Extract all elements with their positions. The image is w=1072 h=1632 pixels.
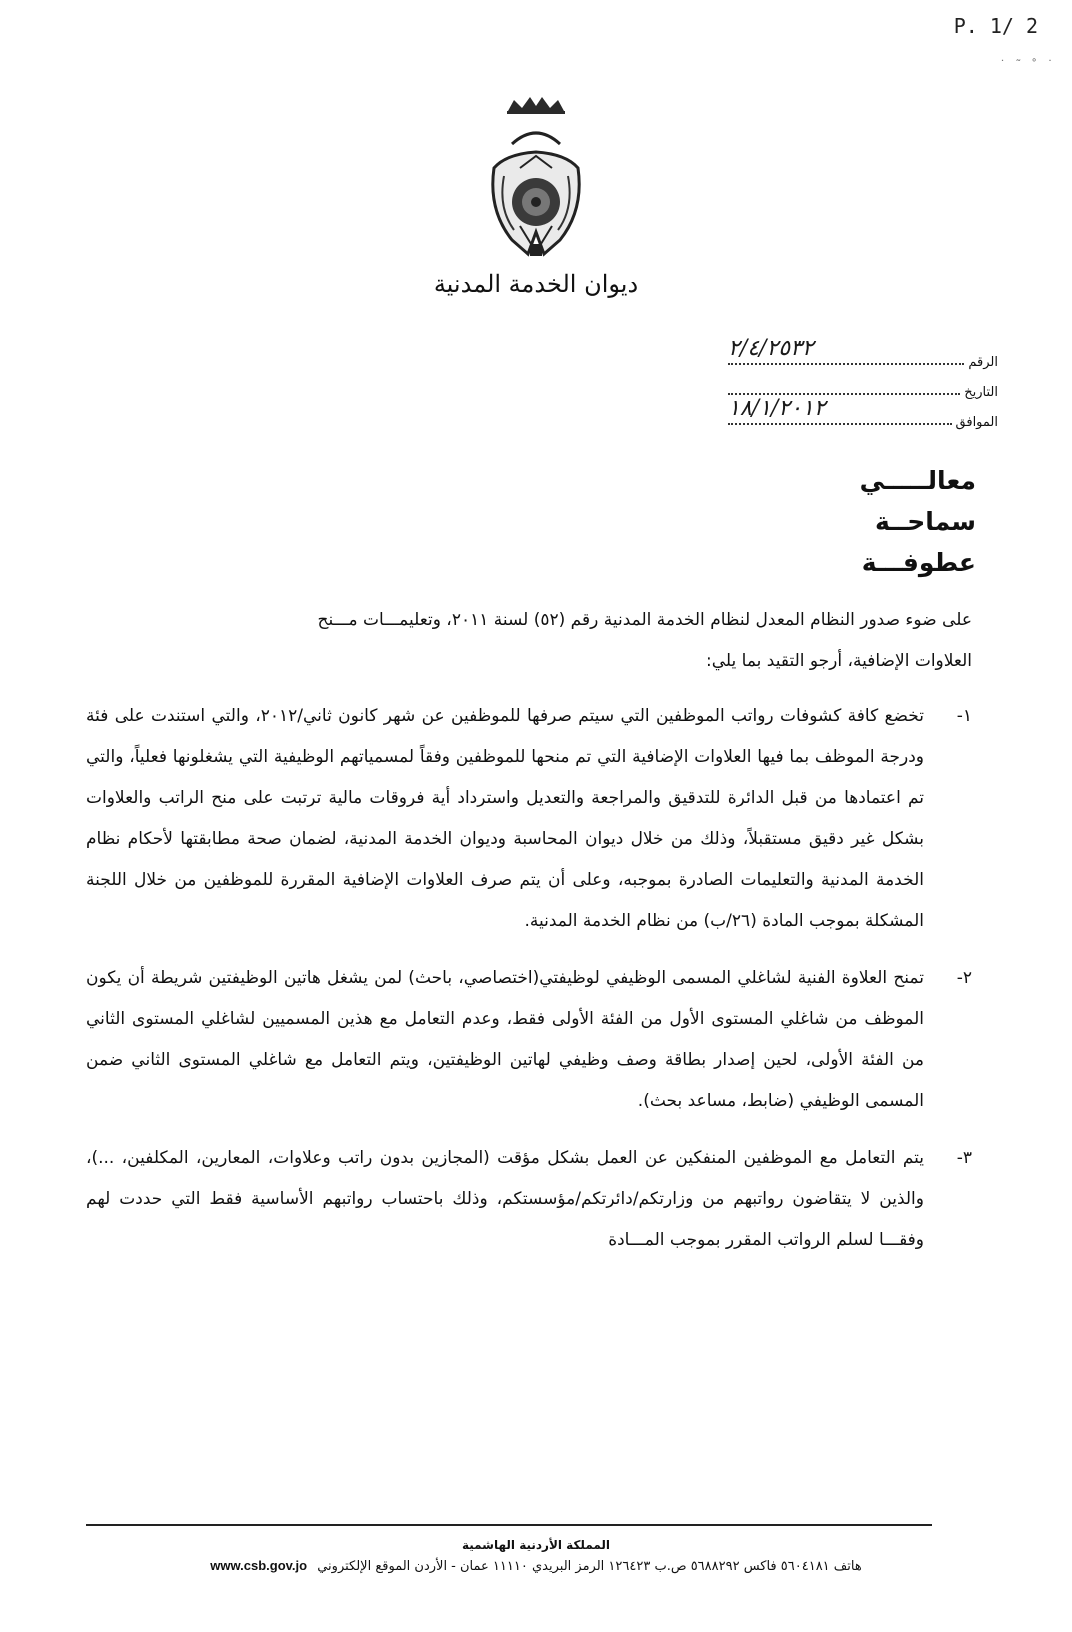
letter-body — [86, 600, 972, 1277]
reference-date-label: التاريخ — [964, 385, 998, 400]
item-line: منحها للموظفين وفقاً لمسمياتهم الوظيفية التي يشغلونها فعلياً، والتي تم اعتمادها من قبل — [86, 747, 925, 808]
item-line: لضمان صحة مطابقتها لأحكام نظام الخدمة المدنية والتعليمات الصادرة بموجبه، وعلى أن — [86, 829, 924, 890]
salutation-excellency: معالـــــي — [859, 466, 976, 495]
reference-number-field — [728, 336, 964, 365]
item-line: وصف وظيفي لهاتين الوظيفتين، ويتم التعامل مع شاغلي المستوى الثاني ضمن المسمى — [86, 1050, 924, 1111]
item-line: المعارين، المكلفين، ...)، والذين لا يتقاضون رواتبهم من وزارتكم/دائرتكم/مؤسستكم، وذلك — [86, 1148, 924, 1209]
reference-block — [698, 336, 998, 430]
reference-corresponding-line — [698, 396, 998, 430]
scan-speck: ˙ ˜ ˚ ˙ — [999, 58, 1056, 72]
instruction-list — [86, 696, 972, 1261]
salutation-honorable: عطوفـــة — [861, 548, 976, 577]
reference-corresponding-label: الموافق — [955, 415, 998, 430]
footer-contact-details: هاتف ٥٦٠٤١٨١ فاكس ٥٦٨٨٢٩٢ ص.ب ١٢٦٤٢٣ الرمز البريدي ١١١١٠ عمان - الأردن الموقع الإلكتروني — [317, 1559, 862, 1574]
item-number: ١- — [956, 706, 972, 726]
letter-footer — [0, 1538, 1072, 1574]
item-line: باحتساب رواتبهم الأساسية فقط التي حددت لهم وفقـــا لسلم الرواتب المقرر بموجب المـــادة — [86, 1189, 924, 1250]
item-line: ثاني/٢٠١٢، والتي استندت على فئة ودرجة الموظف بما فيها العلاوات الإضافية التي تم — [86, 706, 924, 767]
footer-kingdom: المملكة الأردنية الهاشمية — [461, 1538, 611, 1552]
letter-intro — [86, 600, 972, 682]
letterhead — [0, 94, 1072, 298]
item-line: الوظيفتين شريطة أن يكون الموظف من شاغلي المستوى الأول من الفئة الأولى فقط، وعدم — [86, 968, 925, 1029]
office-name: ديوان الخدمة المدنية — [433, 270, 639, 298]
instruction-item-1 — [86, 696, 972, 942]
intro-line: العلاوات الإضافية، أرجو التقيد بما يلي: — [706, 651, 972, 671]
item-line: تمنح العلاوة الفنية لشاغلي المسمى الوظيفي لوظيفتي(اختصاصي، باحث) لمن يشغل هاتين — [283, 968, 924, 988]
crown-icon — [502, 94, 570, 116]
item-line: يتم صرف العلاوات الإضافية المقررة للموظفين من خلال اللجنة المشكلة بموجب المادة — [86, 870, 924, 931]
page-marker: P. 1/ 2 — [953, 14, 1038, 38]
reference-number-label: الرقم — [968, 355, 998, 370]
footer-website-link[interactable]: www.csb.gov.jo — [210, 1558, 308, 1573]
item-line: تخضع كافة كشوفات رواتب الموظفين التي سيتم صرفها للموظفين عن شهر كانون — [338, 706, 924, 726]
salutations — [860, 460, 976, 583]
reference-corresponding-field — [728, 396, 952, 425]
salutation-eminence: سماحــة — [874, 507, 976, 536]
reference-date-field — [728, 369, 960, 395]
item-line: (٢٦/ب) من نظام الخدمة المدنية. — [524, 911, 757, 931]
coat-of-arms-icon — [484, 118, 588, 262]
item-line: التعامل مع هذين المسميين لشاغلي المستوى الثاني من الفئة الأولى، لحين إصدار بطاقة — [86, 1009, 924, 1070]
instruction-item-2 — [86, 958, 972, 1122]
item-number: ٢- — [956, 968, 972, 988]
footer-contact — [0, 1558, 1072, 1574]
reference-corresponding-value: ١٨/١/٢٠١٢ — [728, 396, 826, 421]
item-line: يتم التعامل مع الموظفين المنفكين عن العمل بشكل مؤقت (المجازين بدون راتب وعلاوات، — [267, 1148, 924, 1168]
reference-number-line — [698, 336, 998, 370]
footer-divider — [86, 1524, 932, 1526]
reference-number-value: ٢/٤/٢٥٣٢ — [728, 336, 814, 361]
item-line: الدائرة للتدقيق والمراجعة والتعديل واسترداد أية فروقات مالية ترتبت على منح الراتب — [158, 788, 775, 808]
item-line: والعلاوات بشكل غير دقيق مستقبلاً، وذلك من خلال ديوان المحاسبة وديوان الخدمة المدنية، — [86, 788, 924, 849]
intro-line: على ضوء صدور النظام المعدل لنظام الخدمة المدنية رقم (٥٢) لسنة ٢٠١١، وتعليمـــات مـــنح — [317, 610, 972, 630]
item-number: ٣- — [956, 1148, 972, 1168]
instruction-item-3 — [86, 1138, 972, 1261]
item-line: الوظيفي (ضابط، مساعد بحث). — [637, 1091, 860, 1111]
